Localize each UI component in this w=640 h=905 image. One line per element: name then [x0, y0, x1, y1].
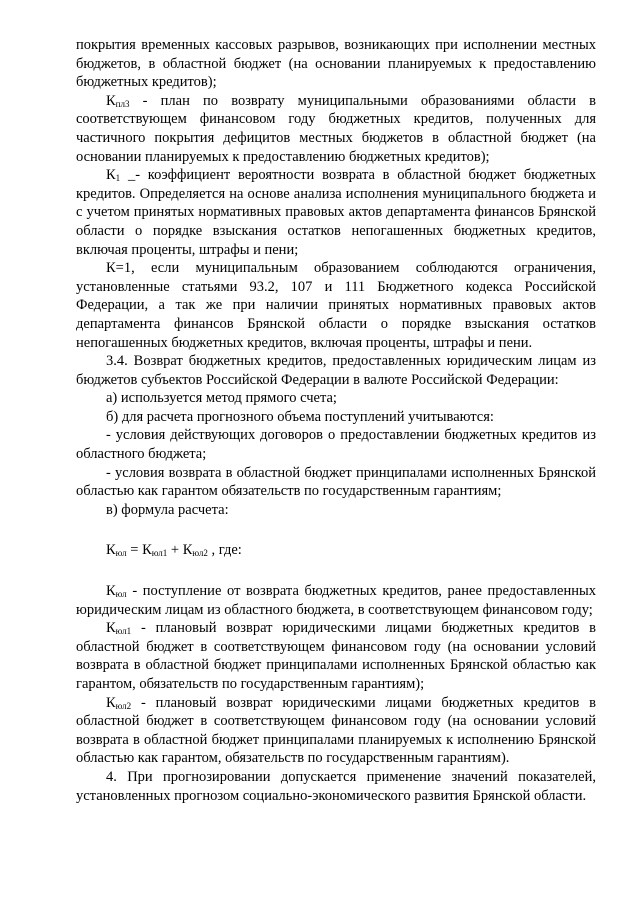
formula-plus: + К: [167, 542, 193, 559]
paragraph-section-3-4: 3.4. Возврат бюджетных кредитов, предоставленных юридическим лицам из бюджетов субъектов Российской Федерации в валюте Российской Федерации:: [76, 353, 596, 388]
symbol-k: К: [106, 694, 116, 711]
formula: [106, 541, 596, 560]
paragraph-kyl2-definition: [76, 694, 596, 768]
paragraph-kyl-definition: [76, 582, 596, 619]
subscript: 1: [115, 173, 121, 184]
paragraph-k1-definition: [76, 166, 596, 259]
subscript: юл2: [115, 700, 132, 711]
list-item-b: б) для расчета прогнозного объема поступлений учитываются:: [106, 408, 494, 425]
paragraph-continuation: покрытия временных кассовых разрывов, возникающих при исполнении местных бюджетов, в областной бюджет (на основании планируемых к предоставлению бюджетных кредитов);: [76, 37, 596, 91]
formula-eq: = К: [126, 542, 152, 559]
paragraph-k-equals-one: К=1, если муниципальным образованием соблюдаются ограничения, установленные статьями 93.2, 107 и 111 Бюджетного кодекса Российской Федерации, а так же при наличии принятых нормативных правовых актов департамента финансов Брянской области о порядке взыскания остатков непогашенных бюджетных кредитов, включая проценты, штрафы и пени.: [76, 260, 596, 351]
formula-lhs: К: [106, 542, 116, 559]
formula-tail: , где:: [207, 542, 242, 559]
symbol-k: К: [106, 620, 116, 637]
symbol-k: К: [106, 167, 116, 184]
paragraph-kyl1-definition: [76, 619, 596, 693]
paragraph-kpl3-definition: [76, 92, 596, 166]
formula-term1-sub: юл1: [151, 548, 168, 559]
definition-text: - план по возврату муниципальными образованиями области в соответствующем финансовом году бюджетных кредитов, полученных для частичного покрытия дефицитов местных бюджетов в областной бюджет (на основании планируемых к предоставлению бюджетных кредитов);: [76, 92, 596, 165]
list-item-a: а) используется метод прямого счета;: [106, 390, 337, 407]
list-item-dash-2: - условия возврата в областной бюджет принципалами исполненных Брянской областью как гарантом обязательств по государственным гарантиям;: [76, 464, 596, 500]
definition-text: - плановый возврат юридическими лицами бюджетных кредитов в областной бюджет в соответствующем финансовом году (на основании условий возврата в областной бюджет принципалами исполненных Брянской областью как гарантом, обязательств по государственным гарантиям);: [76, 620, 596, 692]
subscript: пл3: [115, 98, 130, 109]
list-item-v: в) формула расчета:: [106, 501, 229, 518]
definition-text: - плановый возврат юридическими лицами бюджетных кредитов в областной бюджет в соответствующем финансовом году (на основании условий возврата в областной бюджет принципалами планируемых к исполнению Брянской областью как гарантом, обязательств по государственным гарантиям).: [76, 694, 596, 767]
definition-text: _- коэффициент вероятности возврата в областной бюджет бюджетных кредитов. Определяется на основе анализа исполнения муниципального бюджета и с учетом принятых нормативных правовых актов департамента финансов Брянской области о порядке взыскания остатков непогашенных бюджетных кредитов, включая проценты, штрафы и пени;: [76, 167, 596, 258]
list-item-dash-1: - условия действующих договоров о предоставлении бюджетных кредитов из областного бюджета;: [76, 427, 596, 463]
subscript: юл1: [115, 626, 132, 637]
formula-term2-sub: юл2: [192, 548, 208, 559]
subscript: юл: [115, 589, 127, 600]
definition-text: - поступление от возврата бюджетных кредитов, ранее предоставленных юридическим лицам из областного бюджета, в соответствующем финансовом году;: [76, 583, 596, 618]
symbol-k: К: [106, 583, 116, 600]
symbol-k: К: [106, 92, 116, 109]
document-page: [76, 36, 596, 805]
paragraph-section-4: 4. При прогнозировании допускается применение значений показателей, установленных прогнозом социально-экономического развития Брянской области.: [76, 768, 596, 804]
formula-lhs-sub: юл: [115, 548, 127, 559]
